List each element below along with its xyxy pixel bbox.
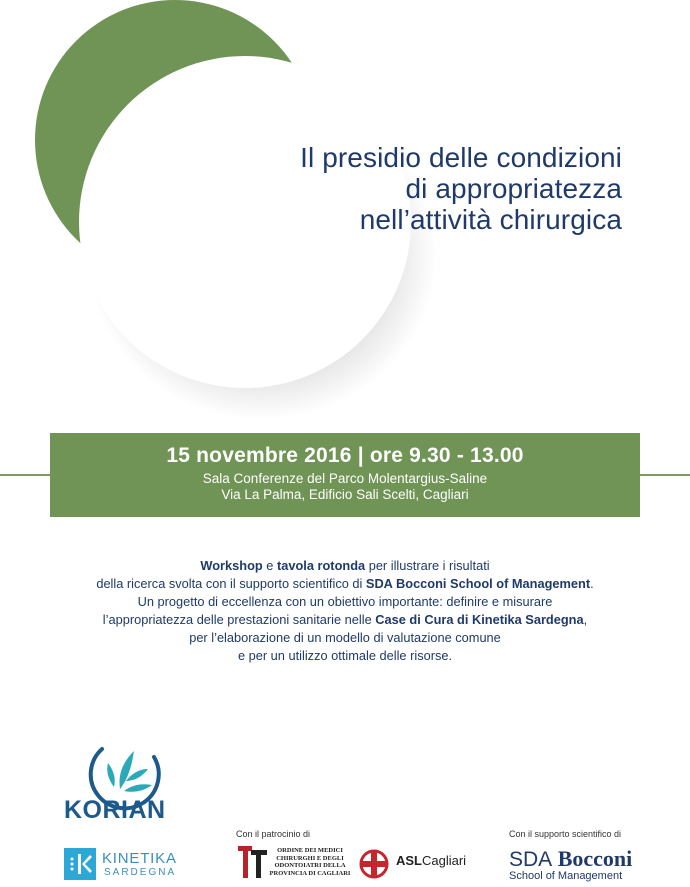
sda-bocconi-logo [509,846,649,882]
description-line-1 [0,557,690,575]
description-line-2 [0,575,690,593]
text-fragment: l’appropriatezza delle prestazioni sanitarie nelle [102,612,376,627]
event-description [0,557,690,665]
bocconi-text: Bocconi [557,846,633,871]
korian-wordmark: KORIAN [64,796,166,824]
sda-school-text: School of Management [509,870,623,882]
event-title [300,142,622,235]
sda-text: SDA [509,848,553,871]
sda-bocconi-wordmark [509,846,649,872]
text-fragment: della ricerca svolta con il supporto scientifico di [96,576,366,591]
text-fragment: . [590,576,594,591]
text-fragment: per illustrare i risultati [365,558,490,573]
workshop-label: Workshop [200,558,263,573]
description-line-5: per l’elaborazione di un modello di valutazione comune [189,630,501,645]
text-fragment: , [583,612,588,627]
description-line-6: e per un utilizzo ottimale delle risorse. [237,648,453,663]
asl-cagliari-name [396,853,466,868]
text-fragment: e [262,558,277,573]
title-line-2: di appropriatezza [405,173,622,204]
event-venue: Sala Conferenze del Parco Molentargius-Saline [202,471,488,486]
kinetika-logo [64,848,194,880]
kinetika-mention: Case di Cura di Kinetika Sardegna [375,612,584,627]
sda-bocconi-mention: SDA Bocconi School of Management [365,576,591,591]
description-line-3: Un progetto di eccellenza con un obiettivo importante: definire e misurare [137,594,553,609]
kinetika-k-icon [64,848,96,880]
event-address: Via La Palma, Edificio Sali Scelti, Cagliari [221,487,469,502]
event-date-time: 15 novembre 2016 | ore 9.30 - 13.00 [166,444,524,467]
title-line-3: nell’attività chirurgica [359,204,622,235]
asl-label: ASL [396,853,422,868]
title-line-1: Il presidio delle condizioni [300,142,622,173]
roundtable-label: tavola rotonda [276,558,366,573]
event-info-band [50,433,640,517]
kinetika-name: KINETIKA [102,850,177,867]
asl-city: Cagliari [422,853,467,868]
kinetika-subtitle: SARDEGNA [104,867,177,878]
patronage-label: Con il patrocinio di [236,829,311,839]
description-line-4 [0,611,690,629]
ordine-medici-text: ORDINE DEI MEDICI CHIRURGHI E DEGLI ODONTOIATRI DELLA PROVINCIA DI CAGLIARI [269,847,351,877]
scientific-support-label: Con il supporto scientifico di [509,829,622,839]
